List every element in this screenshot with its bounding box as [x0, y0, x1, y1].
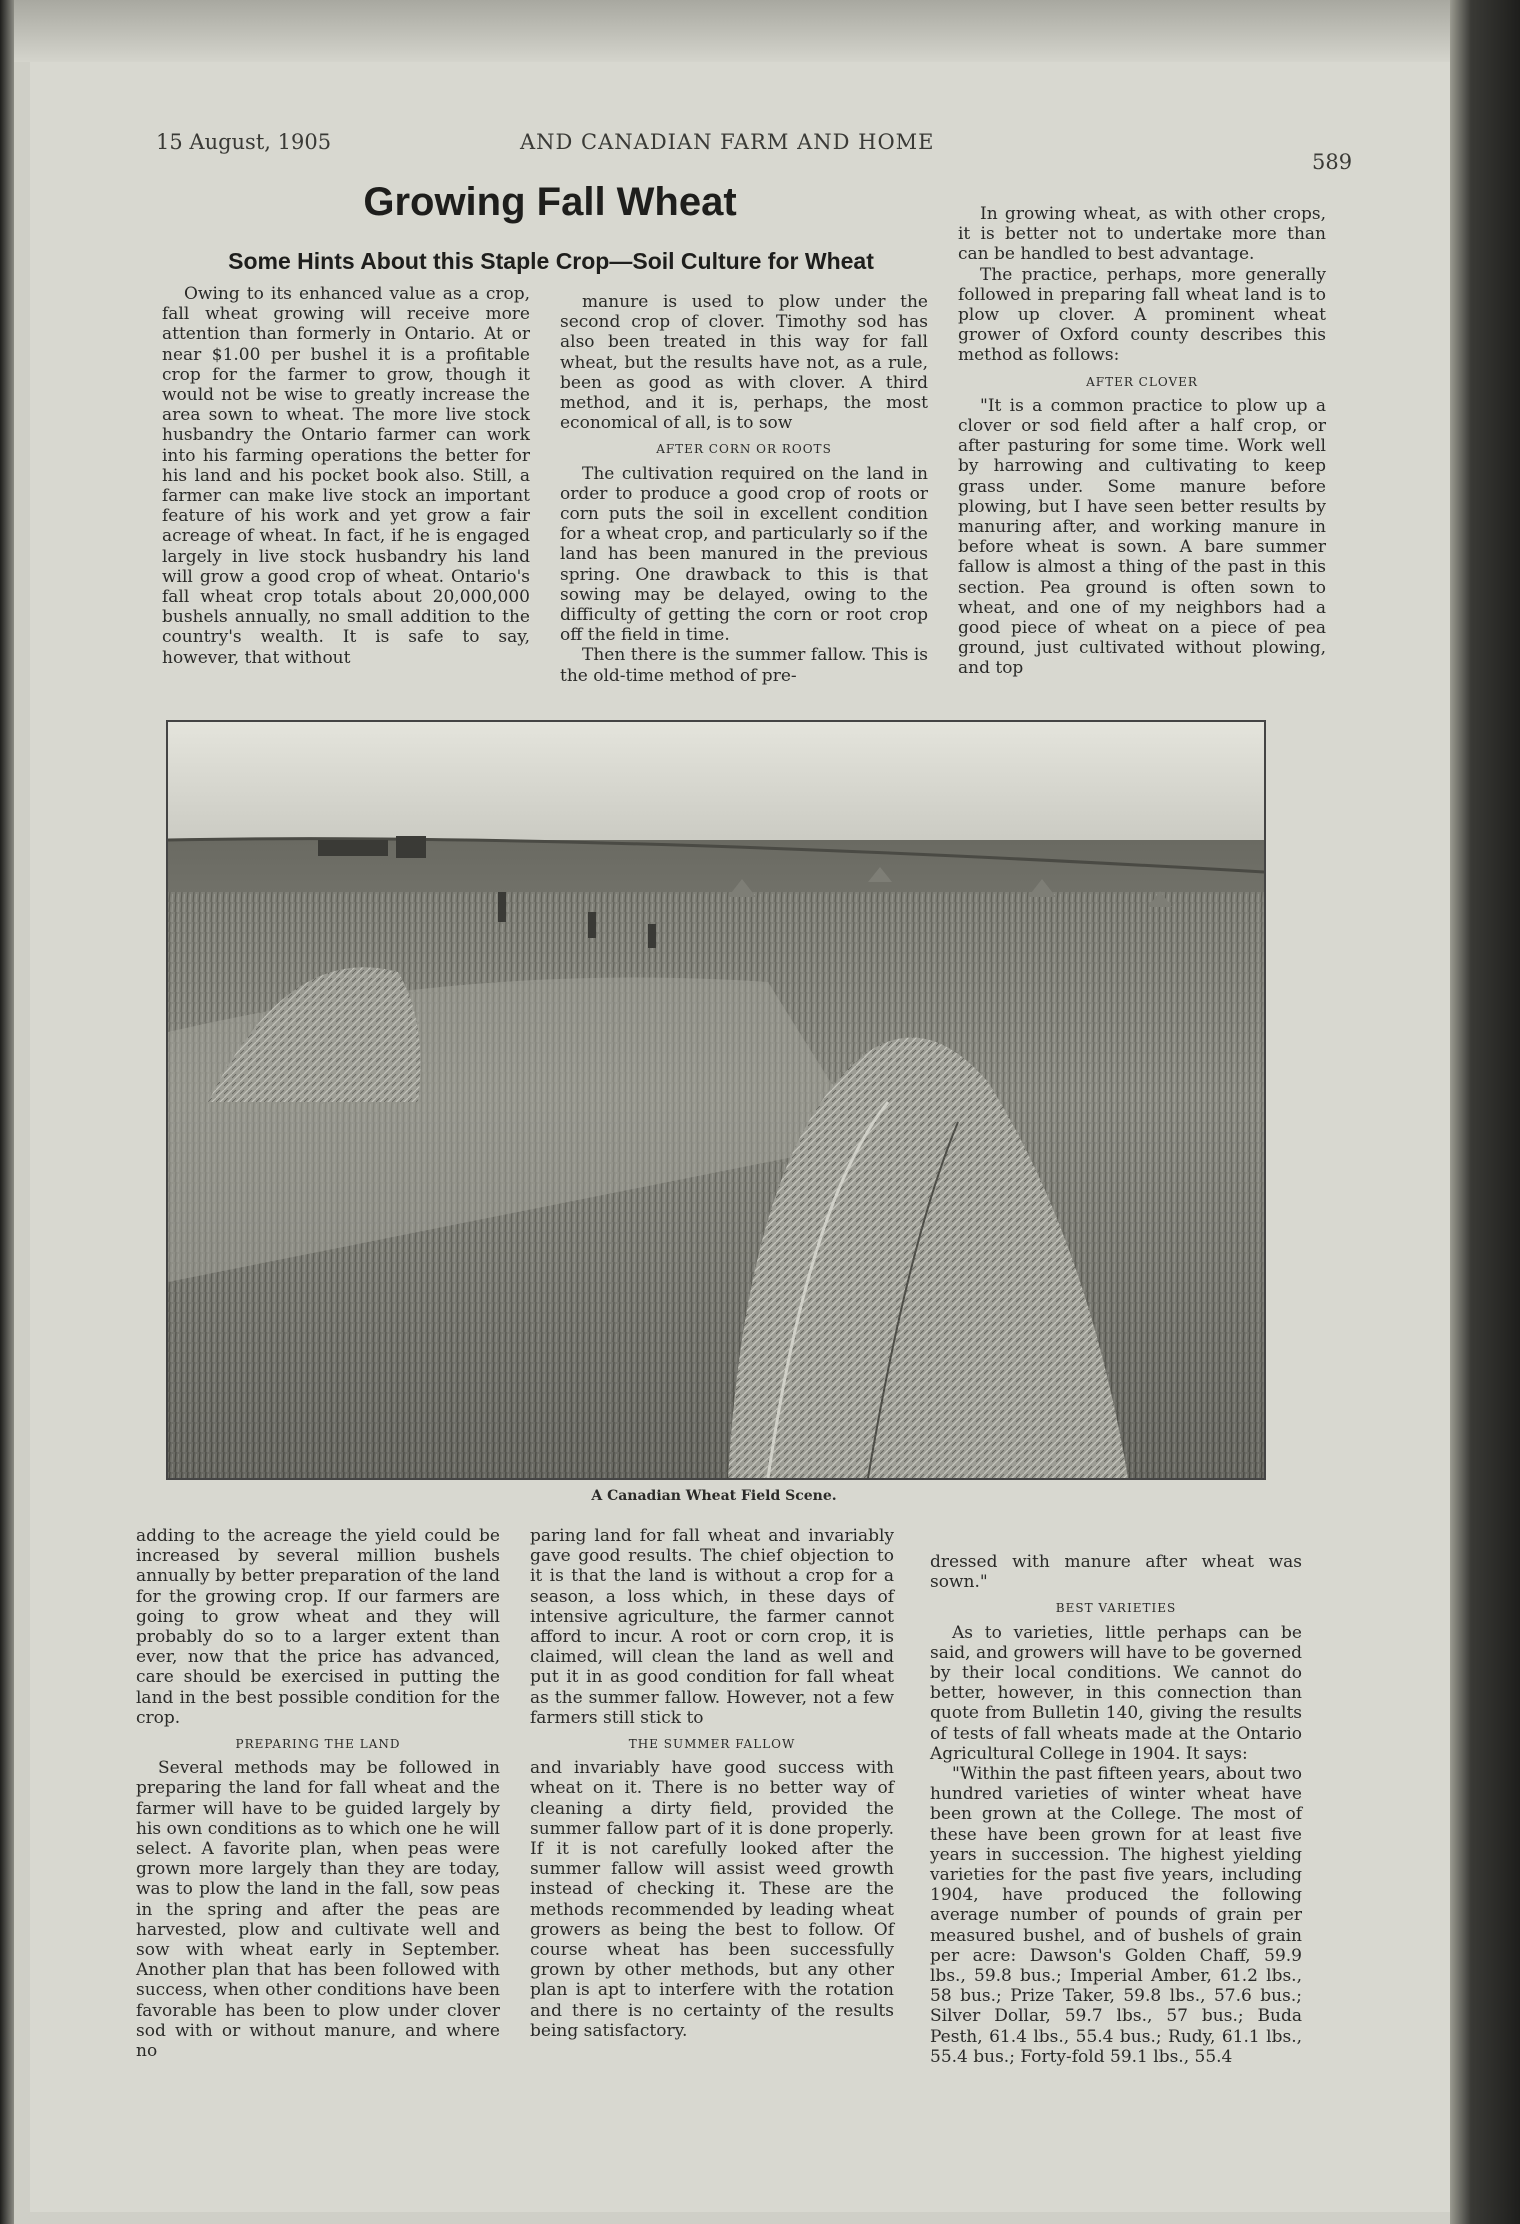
top-column-1: [162, 284, 530, 668]
paragraph: and invariably have good success with wheat on it. There is no better way of cleaning a dirty field, provided the summer fallow part of it is done properly. If it is not carefully looked after the summer fallow will assist weed growth instead of checking it. These are the methods recommended by leading wheat growers as being the best to follow. Of course wheat has been successfully grown by other methods, but any other plan is apt to interfere with the rotation and there is no certainty of the results being satisfactory.: [530, 1758, 894, 2041]
paragraph: paring land for fall wheat and invariably gave good results. The chief objection to it is that the land is without a crop for a season, a loss which, in these days of intensive agriculture, the farmer cannot afford to incur. A root or corn crop, it is claimed, will clean the land as well and put it in as good condition for fall wheat as the summer fallow. However, not a few farmers still stick to: [530, 1526, 894, 1728]
paragraph: As to varieties, little perhaps can be said, and growers will have to be governed by their local conditions. We cannot do better, however, in this connection than quote from Bulletin 140, giving the results of tests of fall wheats made at the Ontario Agricultural College in 1904. It says:: [930, 1622, 1302, 1764]
scan-left-edge: [0, 0, 14, 2224]
section-heading: BEST VARIETIES: [1055, 1601, 1177, 1616]
paragraph: Owing to its enhanced value as a crop, fall wheat growing will receive more attention than formerly in Ontario. At or near $1.00 per bushel it is a profitable crop for the farmer to grow, though it would not be wise to greatly increase the area sown to wheat. The more live stock husbandry the Ontario farmer can work into his farming operations the better for his land and his pocket book also. Still, a farmer can make live stock an important feature of his work and yet grow a fair acreage of wheat. In fact, if he is engaged largely in live stock husbandry his land will grow a good crop of wheat. Ontario's fall wheat crop totals about 20,000,000 bushels annually, no small addition to the country's wealth. It is safe to say, however, that without: [162, 284, 530, 668]
paragraph: The practice, perhaps, more generally followed in preparing fall wheat land is to plow up clover. A prominent wheat grower of Oxford county describes this method as follows:: [958, 264, 1326, 366]
top-column-3: [958, 204, 1326, 679]
paragraph: "It is a common practice to plow up a clover or sod field after a half crop, or after pasturing for some time. Work well by harrowing and cultivating to keep grass under. Some manure before plowing, but I have seen better results by manuring after, and working manure in before wheat is sown. A bare summer fallow is almost a thing of the past in this section. Pea ground is often sown to wheat, and one of my neighbors had a good piece of wheat on a piece of pea ground, just cultivated without plowing, and top: [958, 395, 1326, 679]
paragraph: In growing wheat, as with other crops, it is better not to undertake more than can be handled to best advantage.: [958, 204, 1326, 265]
bottom-column-2: [530, 1526, 894, 2041]
top-column-2: [560, 292, 928, 686]
bottom-column-1: [136, 1526, 500, 2061]
book-spine: [1450, 0, 1520, 2224]
photo-caption: A Canadian Wheat Field Scene.: [591, 1488, 837, 1504]
article-title: Growing Fall Wheat: [363, 180, 737, 224]
journal-title: AND CANADIAN FARM AND HOME: [520, 130, 935, 154]
paragraph: adding to the acreage the yield could be increased by several million bushels annually by better preparation of the land for the growing crop. If our farmers are going to grow wheat and they will probably do so to a larger extent than ever, now that the price has advanced, care should be exercised in putting the land in the best possible condition for the crop.: [136, 1526, 500, 1728]
paragraph: The cultivation required on the land in order to produce a good crop of roots or corn puts the soil in excellent condition for a wheat crop, and particularly so if the land has been manured in the previous spring. One drawback to this is that sowing may be delayed, owing to the difficulty of getting the corn or root crop off the field in time.: [560, 463, 928, 646]
paragraph: "Within the past fifteen years, about two hundred varieties of winter wheat have been grown at the College. The most of these have been grown for at least five years in succession. The highest yielding varieties for the past five years, including 1904, have produced the following average number of pounds of grain per measured bushel, and of bushels of grain per acre: Dawson's Golden Chaff, 59.9 lbs., 59.8 bus.; Imperial Amber, 61.2 lbs., 58 bus.; Prize Taker, 59.8 lbs., 57.6 bus.; Silver Dollar, 59.7 lbs., 57 bus.; Buda Pesth, 61.4 lbs., 55.4 bus.; Rudy, 61.1 lbs., 55.4 bus.; Forty-fold 59.1 lbs., 55.4: [930, 1764, 1302, 2067]
paragraph: manure is used to plow under the second crop of clover. Timothy sod has also been treated in this way for fall wheat, but the results have not, as a rule, been as good as with clover. A third method, and it is, perhaps, the most economical of all, is to sow: [560, 292, 928, 434]
article-subtitle: Some Hints About this Staple Crop—Soil Culture for Wheat: [228, 248, 874, 274]
paragraph: Several methods may be followed in preparing the land for fall wheat and the farmer will have to be guided largely by his own conditions as to which one he will select. A favorite plan, when peas were grown more largely than they are today, was to plow the land in the fall, sow peas in the spring and after the peas are harvested, plow and cultivate well and sow with wheat early in September. Another plan that has been followed with success, when other conditions have been favorable has been to plow under clover sod with or without manure, and where no: [136, 1758, 500, 2062]
wheat-field-photo: [166, 720, 1266, 1480]
scan-top-shadow: [0, 0, 1450, 62]
wheat-field-illustration: [168, 722, 1264, 1478]
bottom-column-3: [930, 1552, 1302, 2067]
section-heading: AFTER CLOVER: [1086, 374, 1198, 389]
section-heading: THE SUMMER FALLOW: [628, 1737, 796, 1752]
section-heading: AFTER CORN OR ROOTS: [656, 442, 832, 457]
issue-date: 15 August, 1905: [156, 130, 332, 154]
paragraph: dressed with manure after wheat was sown.": [930, 1552, 1302, 1593]
paragraph: Then there is the summer fallow. This is the old-time method of pre-: [560, 645, 928, 686]
page-number: 589: [1312, 150, 1353, 174]
section-heading: PREPARING THE LAND: [235, 1737, 401, 1752]
